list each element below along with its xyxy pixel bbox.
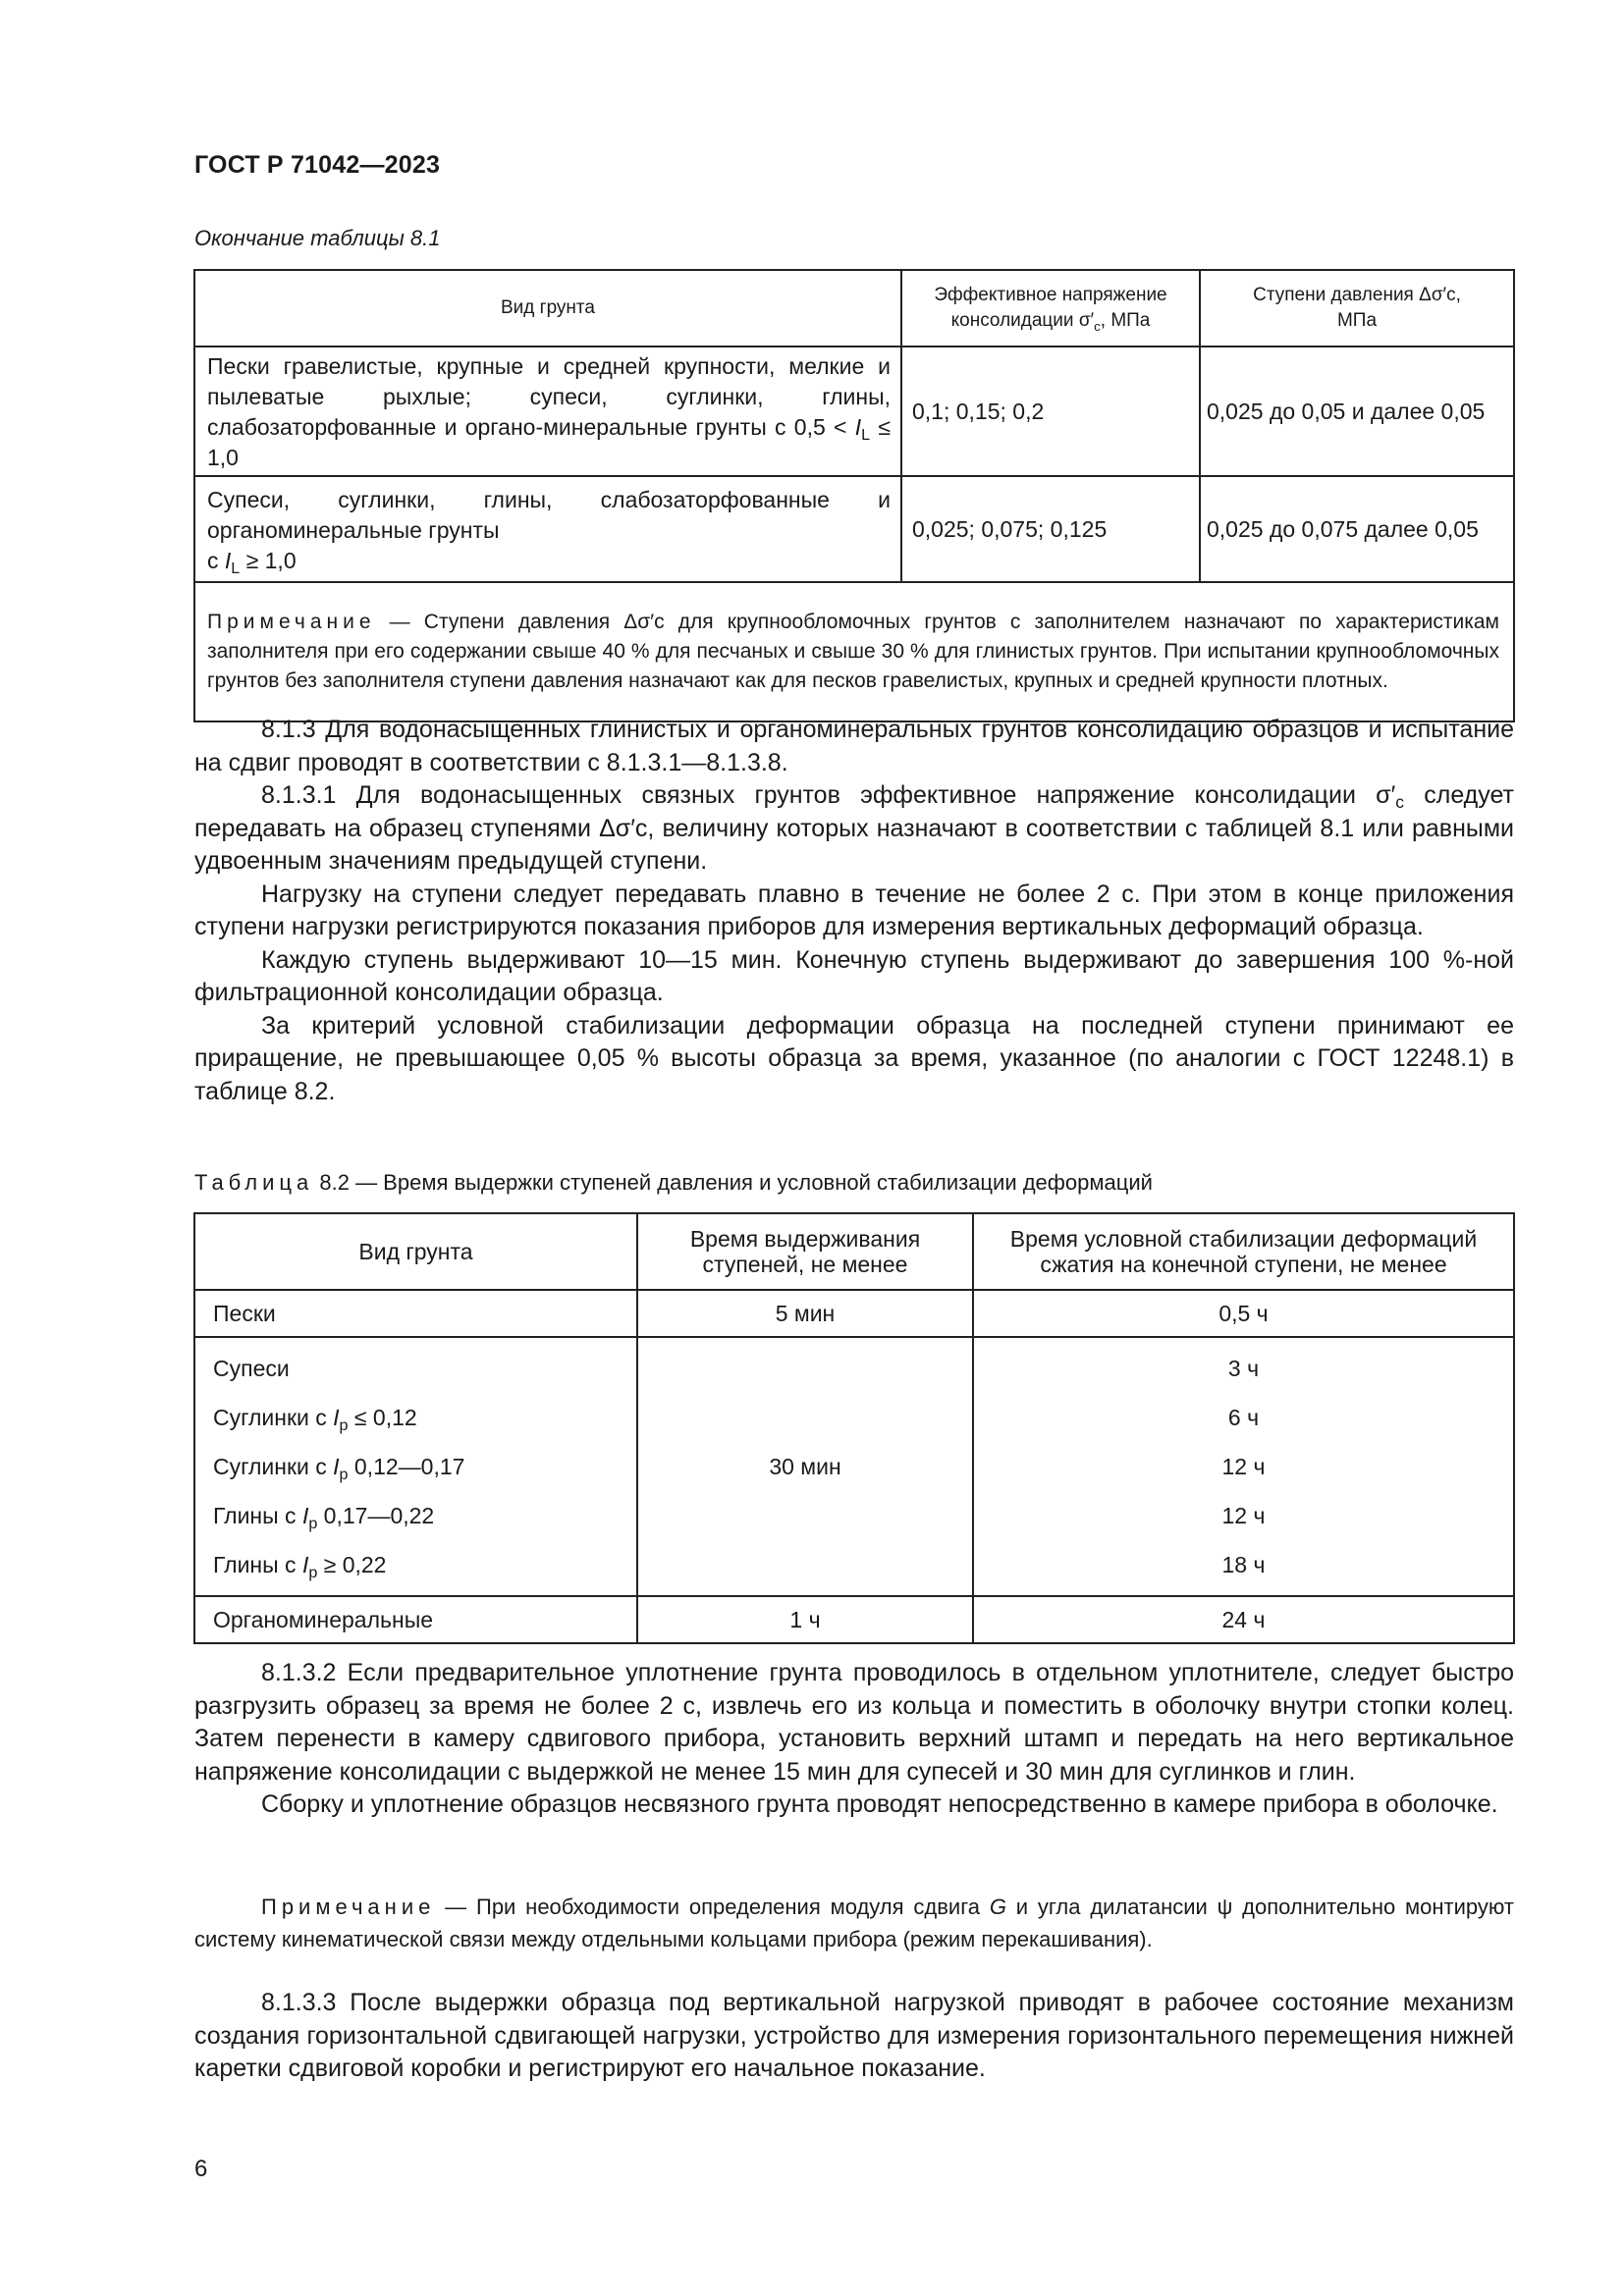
cell-stabilization-time-group: 3 ч 6 ч 12 ч 12 ч 18 ч [973, 1337, 1514, 1596]
table-header-row [194, 270, 1514, 347]
cell-soil-type: Пески [194, 1290, 637, 1337]
cell-stress: 0,025; 0,075; 0,125 [901, 476, 1200, 582]
document-code: ГОСТ Р 71042—2023 [194, 151, 441, 179]
cell-hold-time: 1 ч [637, 1596, 973, 1643]
cell-steps: 0,025 до 0,075 далее 0,05 [1200, 476, 1514, 582]
table-note: Примечание — Ступени давления Δσ′с для крупнообломочных грунтов с заполнителем назначают по характеристикам заполнителя при его содержании свыше 40 % для песчаных и свыше 30 % для глинистых грунтов. При испытании крупнообломочных грунтов без заполнителя ступени давления назначают как для песков гравелистых, крупных и средней крупности плотных. [194, 582, 1514, 721]
text-block-preliminary-compaction [194, 1657, 1514, 1822]
paragraph-8-1-3: 8.1.3 Для водонасыщенных глинистых и органоминеральных грунтов консолидацию образцов и испытание на сдвиг проводят в соответствии с 8.1.3.1—8.1.3.8. [194, 716, 1514, 776]
text-block-consolidation [194, 714, 1514, 1108]
text-block-shear-setup [194, 1987, 1514, 2086]
table-8-2-caption: Таблица 8.2 — Время выдержки ступеней давления и условной стабилизации деформаций [194, 1170, 1153, 1195]
paragraph-step-hold: Каждую ступень выдерживают 10—15 мин. Конечную ступень выдерживают до завершения 100 %-ной фильтрационной консолидации образца. [194, 945, 1514, 1006]
paragraph-8-1-3-2: 8.1.3.2 Если предварительное уплотнение грунта проводилось в отдельном уплотнителе, следует быстро разгрузить образец за время не более 2 с, извлечь его из кольца и поместить в оболочку внутри стопки колец. Затем перенести в камеру сдвигового прибора, установить верхний штамп и передать на него вертикальное напряжение консолидации с выдержкой не менее 15 мин для супесей и 30 мин для суглинков и глин. [194, 1659, 1514, 1786]
table-row [194, 1290, 1514, 1337]
cell-soil-type-group: Супеси Суглинки с $I_p \le 0,12$ Суглинки с $I_p$ 0,12—0,17 Глины с $I_p$ 0,17—0,22 Глины с $I_p \ge 0,22$ [194, 1337, 637, 1596]
table-row [194, 476, 1514, 582]
header-consolidation-stress: Эффективное напряжение консолидации $\sigma'_c$, МПа [901, 270, 1200, 347]
table-continuation-label: Окончание таблицы 8.1 [194, 226, 441, 250]
cell-hold-time: 5 мин [637, 1290, 973, 1337]
cell-hold-time-merged: 30 мин [637, 1337, 973, 1596]
table-header-row [194, 1213, 1514, 1290]
table-8-2 [193, 1212, 1515, 1644]
table-row [194, 347, 1514, 476]
table-row-group [194, 1337, 1514, 1596]
cell-steps: 0,025 до 0,05 и далее 0,05 [1200, 347, 1514, 476]
table-8-1 [193, 269, 1515, 722]
table-row [194, 1596, 1514, 1643]
note-label: Примечание [261, 1895, 436, 1919]
header-stabilization-time: Время условной стабилизации деформаций сжатия на конечной ступени, не менее [973, 1213, 1514, 1290]
header-hold-time: Время выдерживания ступеней, не менее [637, 1213, 973, 1290]
cell-stabilization-time: 24 ч [973, 1596, 1514, 1643]
header-soil-type: Вид грунта [194, 270, 901, 347]
cell-stabilization-time: 0,5 ч [973, 1290, 1514, 1337]
cell-stress: 0,1; 0,15; 0,2 [901, 347, 1200, 476]
note-label: Примечание [207, 611, 376, 633]
header-pressure-steps: Ступени давления Δσ′с, МПа [1200, 270, 1514, 347]
paragraph-load-steps: Нагрузку на ступени следует передавать плавно в течение не более 2 с. При этом в конце приложения ступени нагрузки регистрируются показания приборов для измерения вертикальных деформаций образца. [194, 880, 1514, 940]
cell-soil-type: Супеси, суглинки, глины, слабозаторфованные и органоминеральные грунты с $I_L \ge 1,0$ [194, 476, 901, 582]
note-shear-modulus: Примечание — При необходимости определения модуля сдвига G и угла дилатансии ψ дополнительно монтируют систему кинематической связи между отдельными кольцами прибора (режим перекашивания). [194, 1895, 1514, 1951]
paragraph-stabilization-criterion: За критерий условной стабилизации деформации образца на последней ступени принимают ее приращение, не превышающее 0,05 % высоты образца за время, указанное (по аналогии с ГОСТ 12248.1) в таблице 8.2. [194, 1011, 1514, 1105]
cell-soil-type: Органоминеральные [194, 1596, 637, 1643]
page-number: 6 [194, 2156, 208, 2182]
paragraph-8-1-3-3: 8.1.3.3 После выдержки образца под вертикальной нагрузкой приводят в рабочее состояние механизм создания горизонтальной сдвигающей нагрузки, устройство для измерения горизонтального перемещения нижней каретки сдвиговой коробки и регистрируют его начальное показание. [194, 1989, 1514, 2082]
table-note-row [194, 582, 1514, 721]
header-soil-type: Вид грунта [194, 1213, 637, 1290]
paragraph-8-1-3-1: 8.1.3.1 Для водонасыщенных связных грунтов эффективное напряжение консолидации $\sigma'_c$ следует передавать на образец ступенями Δσ′с, величину которых назначают в соответствии с таблицей 8.1 или равными удвоенным значениям предыдущей ступени. [194, 781, 1515, 875]
paragraph-assembly: Сборку и уплотнение образцов несвязного грунта проводят непосредственно в камере прибора в оболочке. [261, 1790, 1498, 1818]
cell-soil-type: Пески гравелистые, крупные и средней крупности, мелкие и пылеватые рыхлые; супеси, суглинки, глины, слабозаторфованные и органо-минеральные грунты с $0,5 < I_L \le 1,0$ [194, 347, 901, 476]
